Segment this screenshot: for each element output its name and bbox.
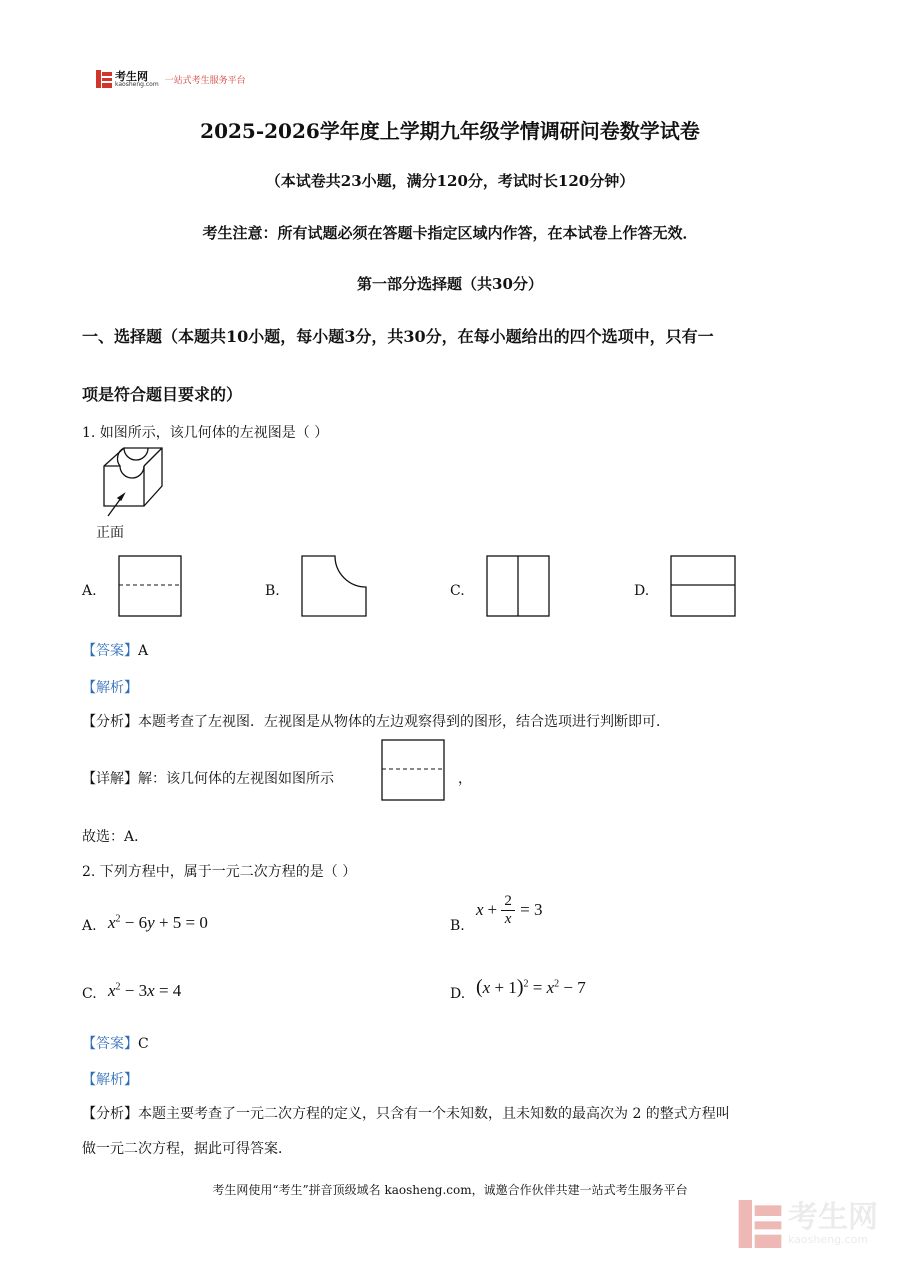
q1-option-a-label: A.	[82, 583, 97, 599]
q2-fenxi-line2: 做一元二次方程，据此可得答案．	[82, 1141, 292, 1157]
q1-answer-row	[82, 640, 148, 660]
q1-solid-figure	[94, 446, 166, 524]
q1-answer-label: 【答案】	[82, 643, 138, 659]
q2-option-b-label: B.	[450, 918, 465, 934]
q1-fenxi-text: 本题考查了左视图．左视图是从物体的左边观察得到的图形，结合选项进行判断即可．	[138, 714, 670, 730]
q2-option-d-label: D.	[450, 986, 466, 1002]
q1-analysis-label: 【解析】	[82, 680, 138, 696]
q1-fenxi-label: 【分析】	[82, 714, 138, 730]
q1-xiangjie-row	[82, 768, 334, 788]
q1-conclusion: 故选：A．	[82, 829, 149, 845]
q1-option-c-label: C.	[450, 583, 465, 599]
q1-xiangjie-comma: ，	[458, 771, 472, 787]
watermark-domain: kaosheng.com	[788, 1232, 869, 1246]
exam-title: 2025-2026学年度上学期九年级学情调研问卷数学试卷	[200, 119, 700, 143]
logo-domain: kaosheng.com	[115, 80, 159, 88]
q1-front-label: 正面	[96, 525, 124, 541]
q2-analysis-label: 【解析】	[82, 1072, 138, 1088]
logo-name: 考生网	[115, 69, 148, 83]
q2-fenxi-line1: 本题主要考查了一元二次方程的定义，只含有一个未知数，且未知数的最高次为 2 的整式方程叫	[138, 1106, 730, 1122]
q2-option-a-equation: $x^2 - 6y + 5 = 0$	[108, 913, 208, 932]
q1-option-d-label: D.	[634, 583, 650, 599]
header-logo	[96, 70, 246, 88]
q1-xiangjie-label: 【详解】	[82, 771, 138, 787]
q1-answer-value: A	[138, 643, 149, 659]
q1-option-d-figure	[670, 555, 738, 619]
section-heading-line2: 项是符合题目要求的）	[82, 385, 243, 404]
q1-option-b-label: B.	[265, 583, 280, 599]
q2-option-d-equation: $(x + 1)^2 = x^2 - 7$	[476, 976, 586, 998]
q1-fenxi-row	[82, 711, 670, 731]
q2-answer-row	[82, 1033, 149, 1053]
logo-slogan: 一站式考生服务平台	[164, 75, 246, 86]
section-heading-line1: 一、选择题（本题共10小题，每小题3分，共30分，在每小题给出的四个选项中，只有一	[82, 327, 714, 346]
kaosheng-logo-icon	[96, 70, 112, 88]
page-footer: 考生网使用“考生”拼音顶级域名 kaosheng.com，诚邀合作伙伴共建一站式考生服务平台	[212, 1183, 688, 1197]
q1-option-c-figure	[486, 555, 552, 619]
q2-stem: 2. 下列方程中，属于一元二次方程的是（ ）	[82, 864, 357, 880]
watermark	[738, 1200, 878, 1248]
q1-xiangjie-figure	[381, 739, 447, 803]
q2-option-c-label: C.	[82, 986, 97, 1002]
q1-stem: 1. 如图所示，该几何体的左视图是（ ）	[82, 425, 329, 441]
watermark-name: 考生网	[788, 1199, 878, 1235]
q1-xiangjie-text: 解：该几何体的左视图如图所示	[138, 771, 334, 787]
q2-answer-label: 【答案】	[82, 1036, 138, 1052]
q1-option-a-figure	[118, 555, 184, 619]
part-title: 第一部分选择题（共30分）	[357, 275, 543, 293]
exam-notice: 考生注意：所有试题必须在答题卡指定区域内作答，在本试卷上作答无效．	[202, 224, 698, 242]
q2-fenxi-row	[82, 1103, 730, 1123]
q1-option-b-figure	[301, 555, 369, 619]
q2-fenxi-label: 【分析】	[82, 1106, 138, 1122]
q2-option-b-equation: x + 2 x = 3	[476, 893, 543, 927]
q2-option-c-equation: $x^2 - 3x = 4$	[108, 981, 182, 1000]
watermark-logo-icon	[738, 1200, 782, 1248]
q2-option-a-label: A.	[82, 918, 97, 934]
q2-answer-value: C	[138, 1036, 149, 1052]
exam-subtitle: （本试卷共23小题，满分120分，考试时长120分钟）	[265, 172, 635, 190]
